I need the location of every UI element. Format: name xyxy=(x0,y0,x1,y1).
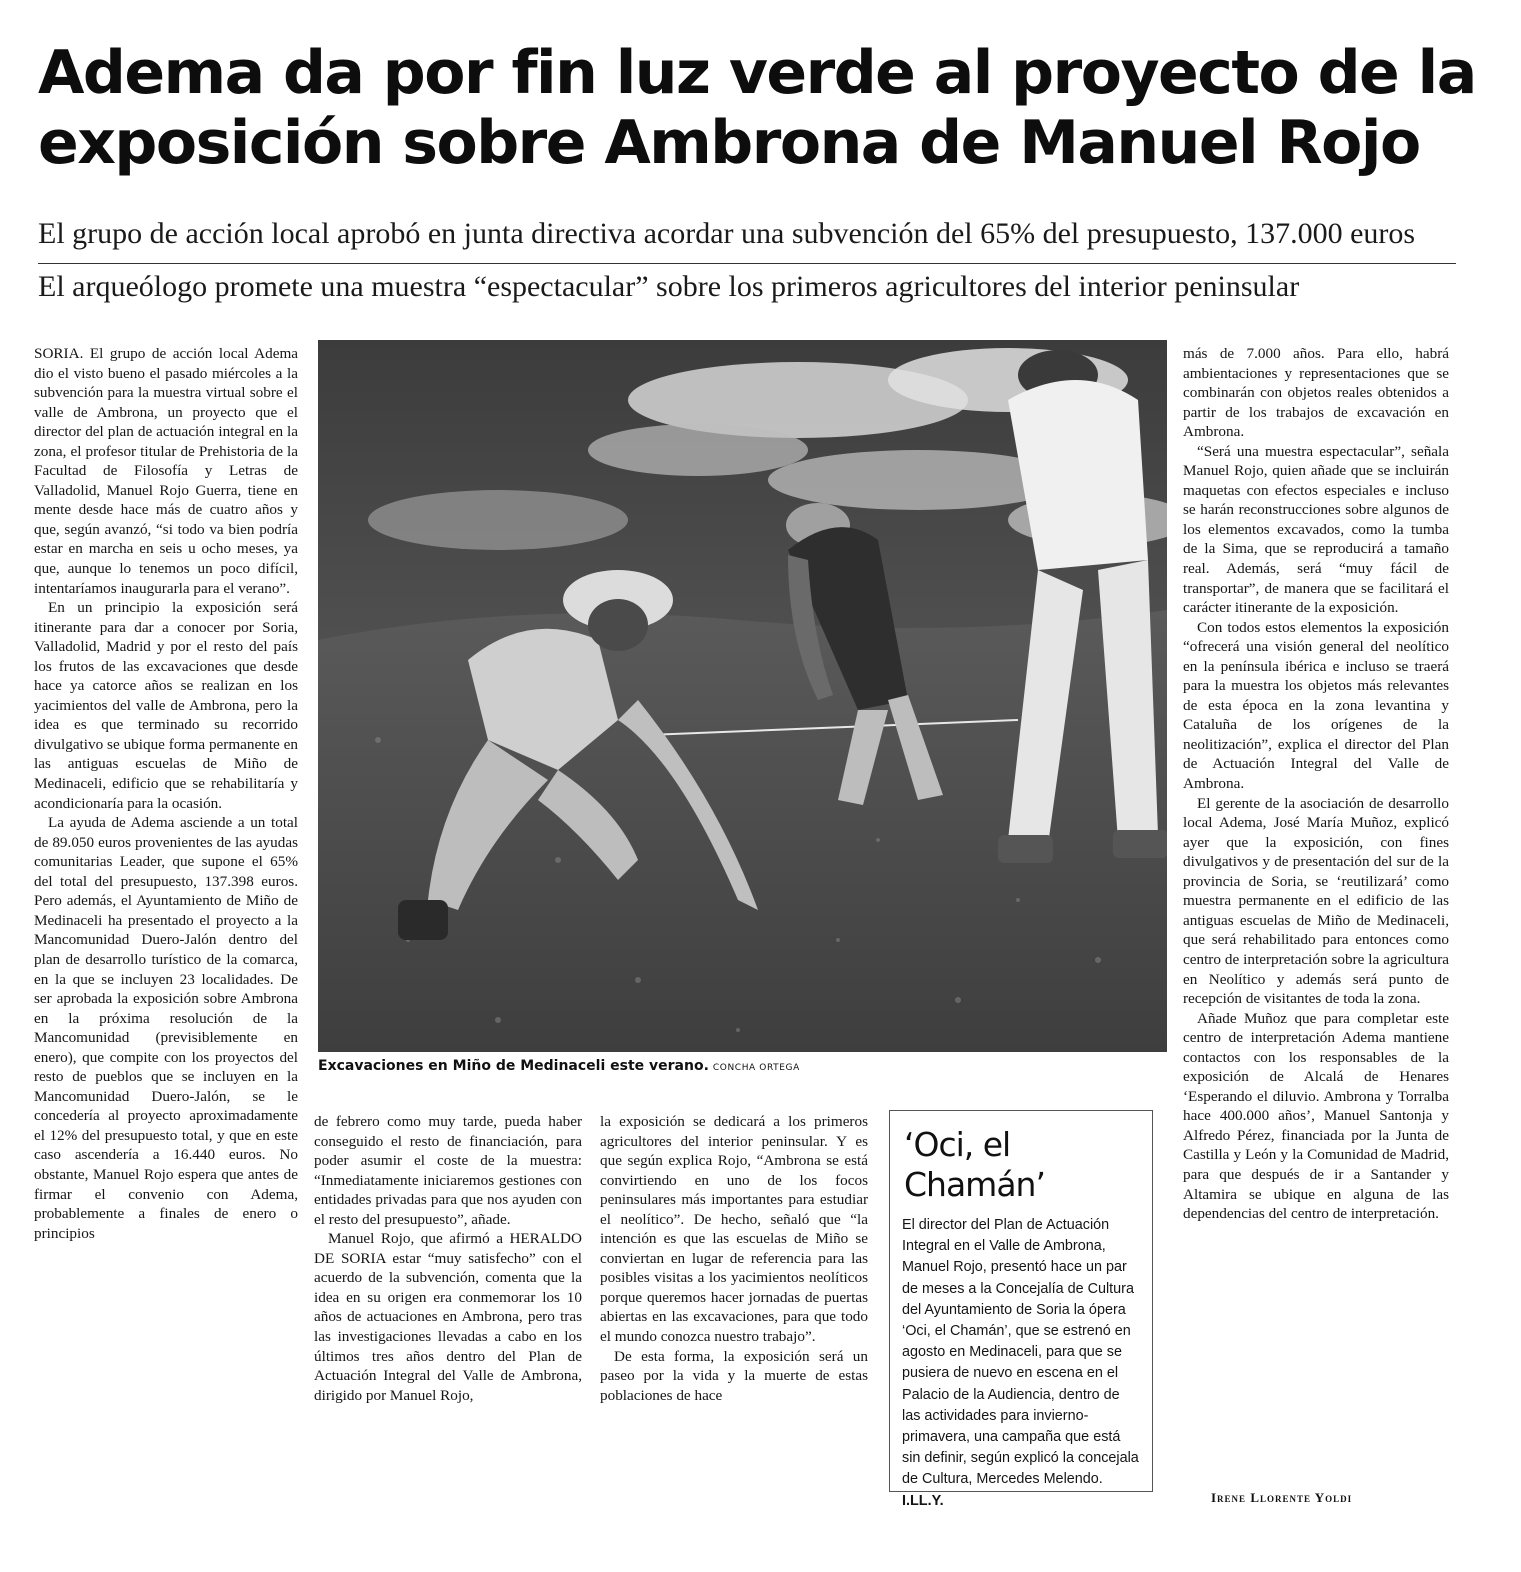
author-byline: Irene Llorente Yoldi xyxy=(1211,1490,1353,1505)
photo-credit: CONCHA ORTEGA xyxy=(712,1063,800,1073)
sidebar-title: ‘Oci, el Chamán’ xyxy=(904,1125,1045,1204)
subheadline-1: El grupo de acción local aprobó en junta directiva acordar una subvención del 65% del presupuesto, 137.000 euros xyxy=(38,217,1416,250)
article-headline: Adema da por fin luz verde al proyecto de la exposición sobre Ambrona de Manuel Rojo xyxy=(38,38,1476,178)
paragraph: El gerente de la asociación de desarrollo local Adema, José María Muñoz, explicó ayer que la exposición, con fines divulgativos y de presentación del sur de la provincia de Soria, se ‘reutilizará’ como muestra permanente en el edificio de las antiguas escuelas de Miño de Medinaceli, que será rehabilitado para entonces como centro de interpretación sobre la agricultura en Neolítico y además será punto de recepción de visitantes de toda la zona. xyxy=(1183,794,1449,1008)
sidebar-text: El director del Plan de Actuación Integral en el Valle de Ambrona, Manuel Rojo, presentó hace un par de meses a la Concejalía de Cultura del Ayuntamiento de Soria la ópera ‘Oci, el Chamán’, que se estrenó en agosto en Medinaceli, para que se pusiera de nuevo en escena en el Palacio de la Audiencia, dentro de las actividades para invierno-primavera, una campaña que está sin definir, según explicó la concejala de Cultura, Mercedes Melendo. xyxy=(902,1217,1139,1488)
sidebar-signature: I.LL.Y. xyxy=(902,1492,944,1509)
caption-text: Excavaciones en Miño de Medinaceli este verano. xyxy=(318,1058,709,1074)
article-column-2 xyxy=(314,1112,582,1405)
paragraph: Con todos estos elementos la exposición “ofrecerá una visión general del neolítico en la península ibérica e incluso se traerá para la muestra los objetos más relevantes de esta época en la zona levantina y Cataluña de los orígenes de la neolitización”, explica el director del Plan de Actuación Integral del Valle de Ambrona. xyxy=(1183,618,1449,793)
subhead-divider xyxy=(38,263,1456,264)
article-column-3 xyxy=(600,1112,868,1405)
paragraph: Manuel Rojo, que afirmó a HERALDO DE SORIA estar “muy satisfecho” con el acuerdo de la subvención, comenta que la idea en su origen era conmemorar los 10 años de actuaciones en Ambrona, pero tras las investigaciones llevadas a cabo en los últimos tres años dentro del Plan de Actuación Integral del Valle de Ambrona, dirigido por Manuel Rojo, xyxy=(314,1230,582,1404)
article-column-5 xyxy=(1183,344,1449,1224)
photo-caption xyxy=(318,1058,1167,1074)
paragraph: SORIA. El grupo de acción local Adema dio el visto bueno el pasado miércoles a la subvención para la muestra virtual sobre el valle de Ambrona, un proyecto que el director del plan de actuación integral en la zona, el profesor titular de Prehistoria de la Facultad de Filosofía y Letras de Valladolid, Manuel Rojo Guerra, tiene en mente desde hace más de cuatro años y que, según avanzó, “si todo va bien podría estar en marcha en seis u ocho meses, ya que, aunque lo tenemos un poco difícil, intentaríamos inaugurarla para el verano”. xyxy=(34,345,298,597)
sidebar-body xyxy=(902,1215,1140,1512)
paragraph: la exposición se dedicará a los primeros agricultores del interior peninsular. Y es que según explica Rojo, “Ambrona se está convirtiendo en uno de los focos peninsulares más importantes para estudiar el neolítico”. De hecho, señaló que “la intención es que las escuelas de Miño se conviertan en lugar de referencia para las posibles visitas a los yacimientos neolíticos porque queremos hacer jornadas de puertas abiertas en las excavaciones, para que todo el mundo conozca nuestro trabajo”. xyxy=(600,1113,868,1346)
paragraph: más de 7.000 años. Para ello, habrá ambientaciones y representaciones que se combinarán con objetos reales obtenidos a partir de los trabajos de excavación en Ambrona. xyxy=(1183,345,1449,441)
paragraph: La ayuda de Adema asciende a un total de 89.050 euros provenientes de las ayudas comunitarias Leader, que supone el 65% del total del presupuesto, 137.398 euros. Pero además, el Ayuntamiento de Miño de Medinaceli ha presentado el proyecto a la Mancomunidad Duero-Jalón dentro del plan de desarrollo turístico de la comarca, en la que se incluyen 23 localidades. De ser aprobada la exposición sobre Ambrona en la próxima resolución de la Mancomunidad (previsiblemente en enero), que compite con los proyectos del resto de pueblos que se incluyen en la Mancomunidad Duero-Jalón, se le concedería al proyecto aproximadamente el 12% del presupuesto total, y que en este caso ascendería a 16.440 euros. No obstante, Manuel Rojo espera que antes de firmar el convenio con Adema, probablemente a finales de enero o principios xyxy=(34,814,298,1242)
paragraph: de febrero como muy tarde, pueda haber conseguido el resto de financiación, para poder asumir el coste de la muestra: “Inmediatamente iniciaremos gestiones con entidades privadas para que nos ayuden con el resto del presupuesto”, añade. xyxy=(314,1113,582,1228)
article-column-1 xyxy=(34,344,298,1243)
paragraph: “Será una muestra espectacular”, señala Manuel Rojo, quien añade que se incluirán maquetas con efectos especiales e incluso se harán reconstrucciones sobre algunos de los elementos excavados, como la tumba de la Sima, que se reproducirá a tamaño real. Además, será “muy fácil de transportar”, de manera que se facilitará el carácter itinerante de la exposición. xyxy=(1183,442,1449,617)
excavation-photo xyxy=(318,340,1167,1052)
photo-image xyxy=(318,340,1167,1052)
paragraph: Añade Muñoz que para completar este centro de interpretación Adema mantiene contactos con los responsables de la exposición de Alcalá de Henares ‘Esperando el diluvio. Ambrona y Torralba hace 400.000 años’, Manuel Santonja y Alfredo Pérez, financiada por la Junta de Castilla y León y la Comunidad de Madrid, para que después de ir a Santander y Altamira se ubique en alguna de las dependencias del centro de interpretación. xyxy=(1183,1009,1449,1223)
paragraph: En un principio la exposición será itinerante para dar a conocer por Soria, Valladolid, Madrid y por el resto del país los frutos de las excavaciones que desde hace ya catorce años se realizan en los yacimientos del valle de Ambrona, pero la idea es que terminado su recorrido divulgativo se ubique forma permanente en las antiguas escuelas de Miño de Medinaceli, edificio que se rehabilitaría y acondicionaría para la ocasión. xyxy=(34,599,298,812)
sidebar-box xyxy=(889,1110,1153,1509)
paragraph: De esta forma, la exposición será un paseo por la vida y la muerte de estas poblaciones de hace xyxy=(600,1347,868,1404)
subheadline-2: El arqueólogo promete una muestra “espectacular” sobre los primeros agricultores del interior peninsular xyxy=(38,270,1300,303)
